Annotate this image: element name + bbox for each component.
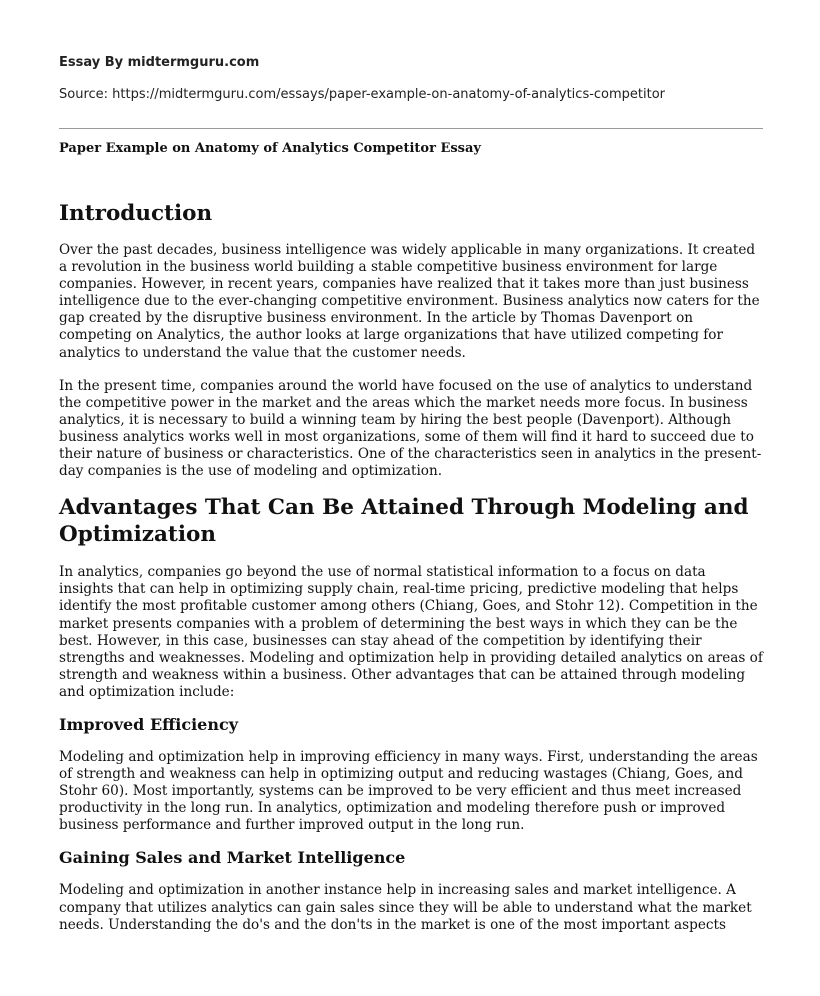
heading-improved-efficiency: Improved Efficiency [59, 714, 239, 734]
heading-introduction: Introduction [59, 201, 213, 226]
intro-paragraph-2: In the present time, companies around the world have focused on the use of analytics to understand the competitive power in the market and the areas which the market needs more focus. In business analytics, it is necessary to build a winning team by hiring the best people (Davenport). Although business analytics works well in most organizations, some of them will find it hard to succeed due to their nature of business or characteristics. One of the characteristics seen in analytics in the present-day companies is the use of modeling and optimization. [59, 377, 762, 480]
efficiency-paragraph: Modeling and optimization help in improving efficiency in many ways. First, understanding the areas of strength and weakness can help in optimizing output and reducing wastages (Chiang, Goes, and Stohr 60). Most importantly, systems can be improved to be very efficient and thus meet increased productivity in the long run. In analytics, optimization and modeling therefore push or improved business performance and further improved output in the long run. [59, 748, 758, 834]
paper-title: Paper Example on Anatomy of Analytics Competitor Essay [59, 141, 481, 156]
advantages-paragraph: In analytics, companies go beyond the use of normal statistical information to a focus on data insights that can help in optimizing supply chain, real-time pricing, predictive modeling that helps identify the most profitable customer among others (Chiang, Goes, and Stohr 12). Competition in the market presents companies with a problem of determining the best ways in which they can be the best. However, in this case, businesses can stay ahead of the competition by identifying their strengths and weaknesses. Modeling and optimization help in providing detailed analytics on areas of strength and weakness within a business. Other advantages that can be attained through modeling and optimization include: [59, 564, 763, 700]
sales-paragraph: Modeling and optimization in another instance help in increasing sales and market intelligence. A company that utilizes analytics can gain sales since they will be able to understand what the market needs. Understanding the do's and the don'ts in the market is one of the most important aspects [59, 882, 752, 933]
header-divider [59, 128, 763, 129]
source-url: Source: https://midtermguru.com/essays/paper-example-on-anatomy-of-analytics-competitor [59, 87, 666, 102]
essay-body [59, 200, 763, 934]
intro-paragraph-1: Over the past decades, business intelligence was widely applicable in many organizations. It created a revolution in the business world building a stable competitive business environment for large companies. However, in recent years, companies have realized that it takes more than just business intelligence due to the ever-changing competitive environment. Business analytics now caters for the gap created by the disruptive business environment. In the article by Thomas Davenport on competing on Analytics, the author looks at large organizations that have utilized competing for analytics to understand the value that the customer needs. [59, 242, 760, 361]
heading-advantages: Advantages That Can Be Attained Through Modeling and Optimization [59, 495, 749, 548]
heading-sales-market-intelligence: Gaining Sales and Market Intelligence [59, 848, 406, 868]
site-credit: Essay By midtermguru.com [59, 55, 260, 70]
